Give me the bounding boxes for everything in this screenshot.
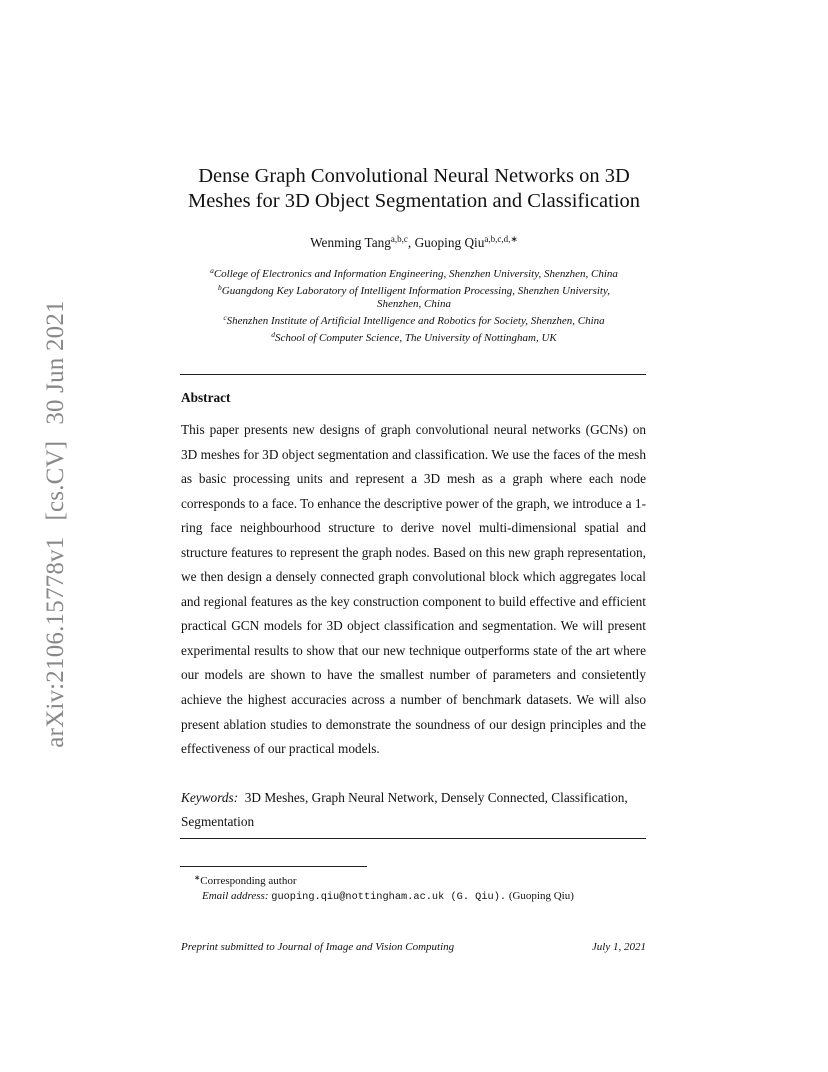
preprint-footer: [181, 941, 646, 953]
affiliation-text: College of Electronics and Information Engineering, Shenzhen University, Shenzhen, China: [213, 268, 618, 280]
paper-title: [170, 164, 658, 214]
author-affil-marks: a,b,c,d,∗: [484, 234, 518, 244]
arxiv-id: arXiv:2106.15778v1: [42, 536, 69, 748]
preprint-journal: Preprint submitted to Journal of Image and Vision Computing: [181, 941, 455, 953]
affiliation-mark: c: [223, 313, 227, 322]
arxiv-date: 30 Jun 2021: [42, 300, 69, 425]
affiliation-text: Guangdong Key Laboratory of Intelligent Information Processing, Shenzhen University,: [221, 285, 610, 297]
footnote-mark: ∗: [194, 873, 201, 882]
abstract-top-rule: [180, 374, 646, 375]
author-affil-marks: a,b,c: [390, 234, 408, 244]
preprint-date: July 1, 2021: [591, 941, 646, 953]
keywords-label: Keywords:: [181, 790, 239, 805]
author-list: [170, 234, 658, 251]
author-name: Wenming Tang: [310, 235, 391, 250]
footnote: [180, 871, 646, 904]
email-address[interactable]: guoping.qiu@nottingham.ac.uk (G. Qiu).: [271, 890, 507, 903]
affiliation-line: [176, 281, 652, 298]
affiliation-line: [176, 311, 652, 328]
affiliations: [176, 264, 652, 345]
affiliation-mark: d: [271, 330, 276, 339]
footnote-email: [180, 889, 646, 905]
email-label: Email address:: [202, 889, 269, 902]
abstract-bottom-rule: [180, 838, 646, 839]
affiliation-mark: b: [218, 283, 222, 292]
affiliation-mark: a: [210, 266, 214, 275]
affiliation-line: [176, 298, 652, 311]
footnote-corresponding-text: Corresponding author: [200, 875, 297, 887]
arxiv-category: [cs.CV]: [42, 440, 69, 521]
arxiv-sidebar-stamp: [42, 300, 70, 748]
author-separator: ,: [407, 235, 415, 250]
keywords-text: 3D Meshes, Graph Neural Network, Densely Connected, Classification, Segmentation: [181, 790, 628, 829]
affiliation-line: [176, 264, 652, 281]
email-name: (Guoping Qiu): [508, 889, 574, 902]
keywords: [181, 786, 646, 834]
author-name: Guoping Qiu: [414, 235, 485, 250]
footnote-corresponding: [180, 871, 646, 889]
footnote-rule: [180, 866, 367, 867]
title-line-1: Dense Graph Convolutional Neural Networks on 3D: [198, 165, 630, 187]
affiliation-line: [176, 328, 652, 345]
title-line-2: Meshes for 3D Object Segmentation and Classification: [187, 190, 641, 212]
affiliation-text: Shenzhen, China: [377, 298, 451, 310]
affiliation-text: Shenzhen Institute of Artificial Intelligence and Robotics for Society, Shenzhen, China: [226, 315, 605, 327]
affiliation-text: School of Computer Science, The University of Nottingham, UK: [275, 332, 557, 344]
abstract-heading: Abstract: [181, 390, 231, 405]
abstract-body: This paper presents new designs of graph convolutional neural networks (GCNs) on 3D meshes for 3D object segmentation and classification. We use the faces of the mesh as basic processing units and represent a 3D mesh as a graph where each node corresponds to a face. To enhance the descriptive power of the graph, we introduce a 1-ring face neighbourhood structure to derive novel multi-dimensional spatial and structure features to represent the graph nodes. Based on this new graph representation, we then design a densely connected graph convolutional block which aggregates local and regional features as the key construction component to build effective and efficient practical GCN models for 3D object classification and segmentation. We will present experimental results to show that our new technique outperforms state of the art where our models are shown to have the smallest number of parameters and consietently achieve the highest accuracies across a number of benchmark datasets. We will also present ablation studies to demonstrate the soundness of our design principles and the effectiveness of our practical models.: [181, 422, 646, 757]
